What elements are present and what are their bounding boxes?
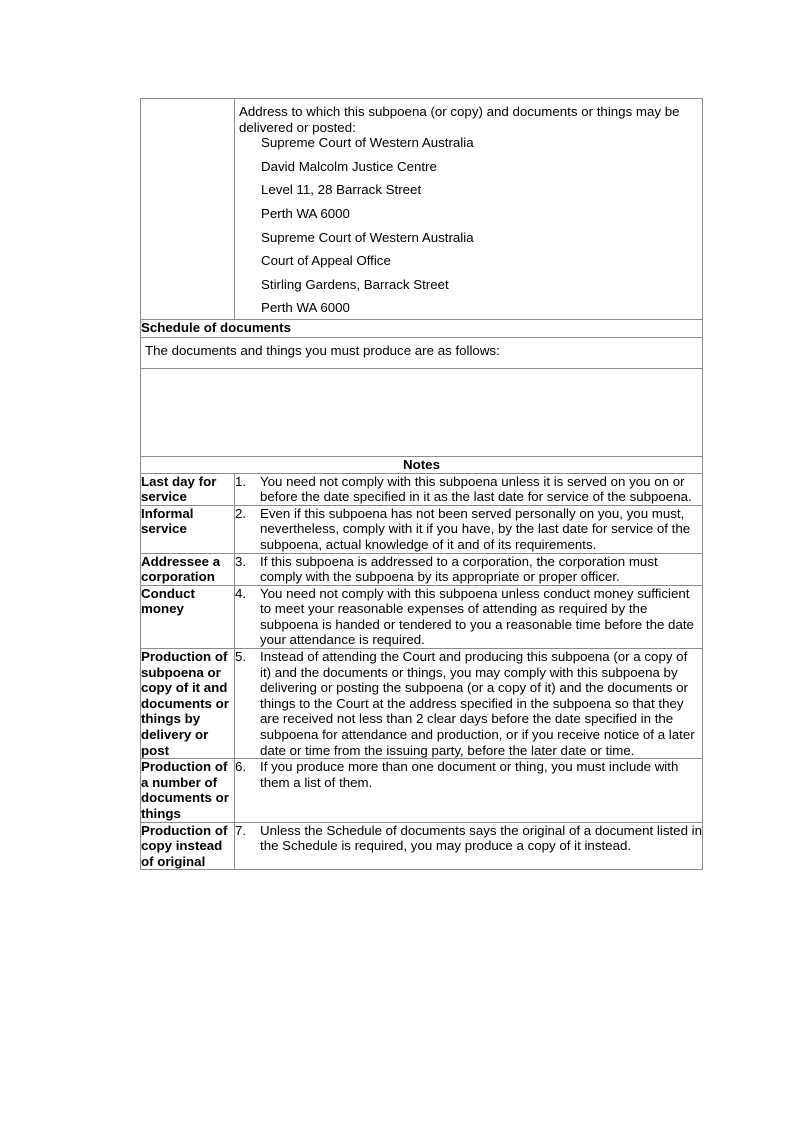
note-label: Production of copy instead of original <box>141 822 235 870</box>
schedule-blank-row <box>141 368 703 456</box>
note-row <box>141 585 703 648</box>
note-body <box>235 553 703 585</box>
note-text: Even if this subpoena has not been served personally on you, you must, nevertheless, comply with it if you have, by the last date for service of the subpoena, actual knowledge of it and of its requirements. <box>260 505 691 552</box>
address-intro: Address to which this subpoena (or copy) and documents or things may be delivered or posted: <box>239 104 680 135</box>
address-list <box>239 135 696 316</box>
note-label: Production of subpoena or copy of it and documents or things by delivery or post <box>141 649 235 759</box>
note-number: 4. <box>235 585 247 601</box>
address-line: Supreme Court of Western Australia <box>261 135 474 151</box>
note-row <box>141 553 703 585</box>
note-number: 1. <box>235 473 247 489</box>
schedule-heading: Schedule of documents <box>141 320 703 338</box>
address-line: Perth WA 6000 <box>261 300 350 316</box>
address-line: Supreme Court of Western Australia <box>261 229 474 245</box>
schedule-blank-area <box>141 368 703 456</box>
note-row <box>141 759 703 822</box>
note-label: Last day for service <box>141 473 235 505</box>
note-body <box>235 759 703 822</box>
note-row <box>141 649 703 759</box>
address-line: David Malcolm Justice Centre <box>261 158 437 174</box>
note-text: Unless the Schedule of documents says the original of a document listed in the Schedule is required, you may produce a copy of it instead. <box>260 822 703 854</box>
notes-heading-row <box>141 456 703 473</box>
note-row <box>141 505 703 553</box>
note-label: Addressee a corporation <box>141 553 235 585</box>
address-line: Court of Appeal Office <box>261 253 391 269</box>
note-text: You need not comply with this subpoena unless conduct money sufficient to meet your reasonable expenses of attending as required by the subpoena is handed or tendered to you a reasonable time before the date your attendance is required. <box>260 585 694 648</box>
note-text: If you produce more than one document or thing, you must include with them a list of them. <box>260 759 679 790</box>
address-line: Perth WA 6000 <box>261 205 350 221</box>
note-body <box>235 505 703 553</box>
subpoena-table <box>140 98 703 870</box>
note-text: You need not comply with this subpoena unless it is served on you on or before the date specified in it as the last date for service of the subpoena. <box>260 473 692 505</box>
schedule-intro-row <box>141 338 703 369</box>
note-number: 2. <box>235 505 247 521</box>
note-number: 7. <box>235 822 247 838</box>
note-row <box>141 473 703 505</box>
note-text: Instead of attending the Court and producing this subpoena (or a copy of it) and the documents or things, you may comply with this subpoena by delivering or posting the subpoena (or a copy of it) and the documents or things to the Court at the address specified in the subpoena so that they are received not less than 2 clear days before the date specified in the subpoena for attendance and production, or if you receive notice of a later date or time from the issuing party, before the later date or time. <box>260 649 695 758</box>
address-line: Stirling Gardens, Barrack Street <box>261 276 449 292</box>
note-text: If this subpoena is addressed to a corporation, the corporation must comply with the subpoena by its appropriate or proper officer. <box>260 553 658 585</box>
note-body <box>235 473 703 505</box>
note-number: 5. <box>235 649 247 665</box>
note-body <box>235 585 703 648</box>
address-label-cell <box>141 99 235 320</box>
note-body <box>235 822 703 870</box>
note-label: Production of a number of documents or things <box>141 759 235 822</box>
address-cell <box>235 99 703 320</box>
note-row <box>141 822 703 870</box>
schedule-intro: The documents and things you must produce are as follows: <box>141 338 703 369</box>
address-row <box>141 99 703 320</box>
address-line: Level 11, 28 Barrack Street <box>261 182 422 198</box>
notes-heading: Notes <box>141 456 703 473</box>
note-number: 6. <box>235 759 247 775</box>
note-label: Conduct money <box>141 585 235 648</box>
note-body <box>235 649 703 759</box>
note-label: Informal service <box>141 505 235 553</box>
note-number: 3. <box>235 553 247 569</box>
schedule-heading-row <box>141 320 703 338</box>
